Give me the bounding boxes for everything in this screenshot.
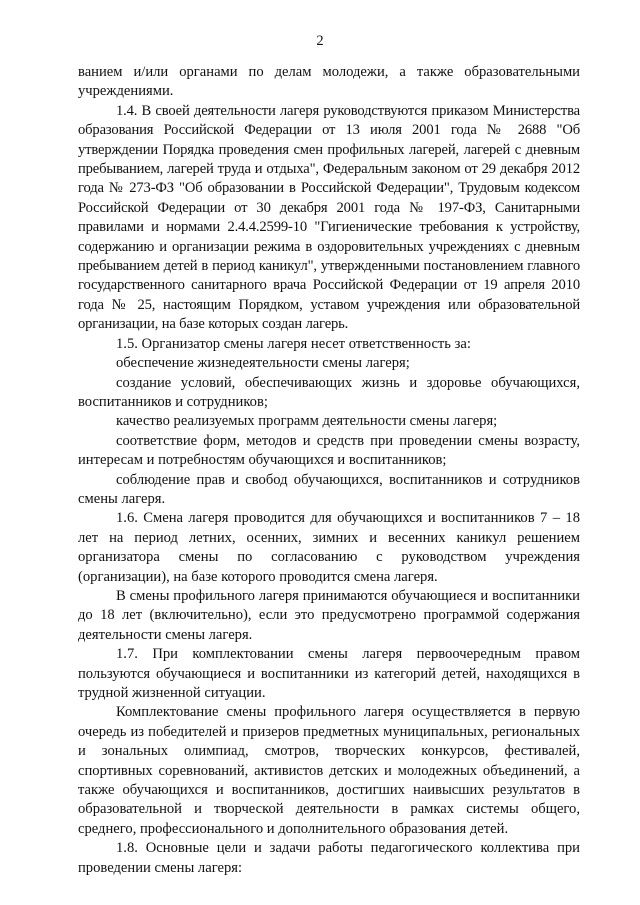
page-number: 2 <box>316 33 324 49</box>
paragraph-1-8: 1.8. Основные цели и задачи работы педагогического коллектива при проведении смены лагеря: <box>78 840 580 876</box>
paragraph-profile-admission: В смены профильного лагеря принимаются обучающиеся и воспитанники до 18 лет (включительно), если это предусмотрено программой содержания деятельности смены лагеря. <box>78 587 580 643</box>
list-item-methods-conformity: соответствие форм, методов и средств при проведении смены возрасту, интересам и потребностям обучающихся и воспитанников; <box>78 432 580 469</box>
list-item-life-support: обеспечение жизнедеятельности смены лагеря; <box>116 355 410 372</box>
paragraph-1-6: 1.6. Смена лагеря проводится для обучающихся и воспитанников 7 – 18 лет на период летних, осенних, зимних и весенних каникул решением организатора смены по согласованию с руководством учреждения (организации), на базе которого проводится смена лагеря. <box>78 510 580 585</box>
list-item-rights-observance: соблюдение прав и свобод обучающихся, воспитанников и сотрудников смены лагеря. <box>78 471 580 507</box>
paragraph-1-4: 1.4. В своей деятельности лагеря руководствуются приказом Министерства образования Российской Федерации от 13 июля 2001 года № 2688 "Об утверждении Порядка проведения смен профильных лагерей, лагерей с дневным пребыванием, лагерей труда и отдыха", Федеральным законом от 29 декабря 2012 года № 273-ФЗ "Об образовании в Российской Федерации", Трудовым кодексом Российской Федерации от 30 декабря 2001 года № 197-ФЗ, Санитарными правилами и нормами 2.4.4.2599-10 "Гигиенические требования к устройству, содержанию и организации режима в оздоровительных учреждениях с дневным пребыванием детей в период каникул", утвержденными постановлением главного государственного санитарного врача Российской Федерации от 19 апреля 2010 года № 25, настоящим Порядком, уставом учреждения или образовательной организации, на базе которых создан лагерь. <box>78 102 580 333</box>
paragraph-continuation: ванием и/или органами по делам молодежи, а также образовательными учреждениями. <box>78 64 580 100</box>
document-body <box>78 63 580 878</box>
paragraph-profile-staffing: Комплектование смены профильного лагеря осуществляется в первую очередь из победителей и призеров предметных муниципальных, региональных и зональных олимпиад, смотров, творческих конкурсов, фестивалей, спортивных соревнований, активистов детских и молодежных объединений, а также обучающихся и воспитанников, достигших наивысших результатов в образовательной и творческой деятельности в рамках системы общего, среднего, профессионального и дополнительного образования детей. <box>78 704 580 837</box>
list-item-safety-conditions: создание условий, обеспечивающих жизнь и здоровье обучающихся, воспитанников и сотрудников; <box>78 374 580 410</box>
paragraph-1-5: 1.5. Организатор смены лагеря несет ответственность за: <box>116 335 471 352</box>
paragraph-1-7: 1.7. При комплектовании смены лагеря первоочередным правом пользуются обучающиеся и воспитанники из категорий детей, находящихся в трудной жизненной ситуации. <box>78 646 580 701</box>
list-item-program-quality: качество реализуемых программ деятельности смены лагеря; <box>116 413 498 430</box>
